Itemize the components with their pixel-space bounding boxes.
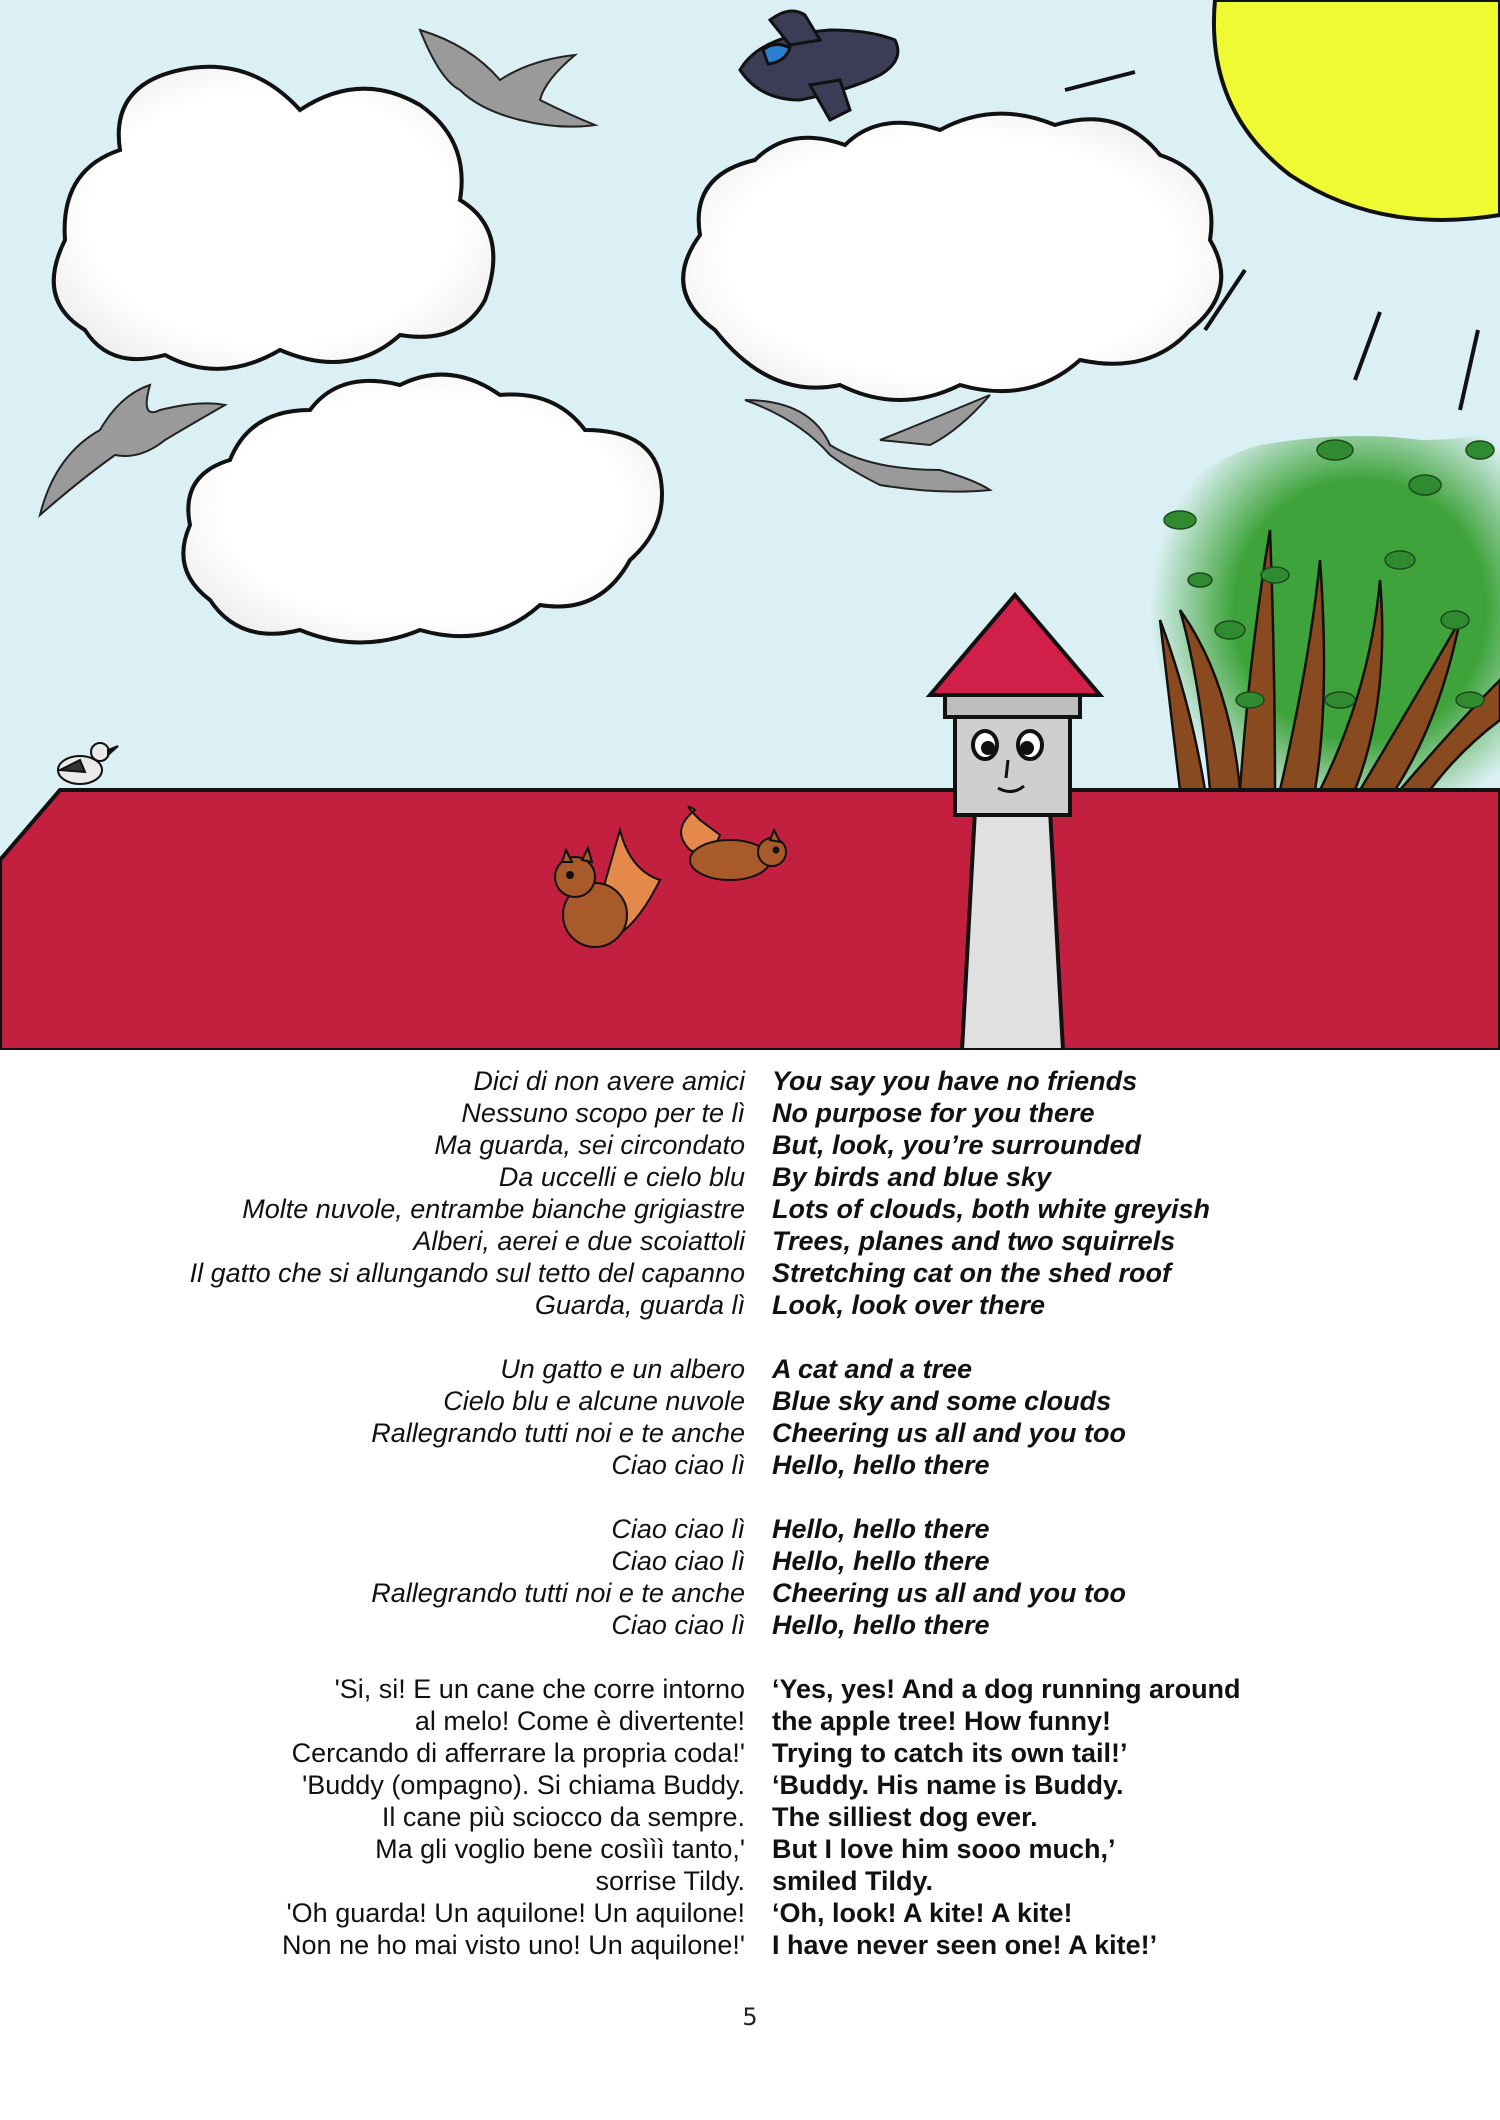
italian-line: Ma gli voglio bene cosììì tanto,': [375, 1834, 745, 1864]
italian-line: Da uccelli e cielo blu: [498, 1162, 745, 1192]
italian-line: Alberi, aerei e due scoiattoli: [413, 1226, 745, 1256]
page-number: 5: [742, 2003, 758, 2031]
italian-line: 'Buddy (ompagno). Si chiama Buddy.: [302, 1770, 745, 1800]
english-line: smiled Tildy.: [772, 1866, 934, 1896]
english-line: the apple tree! How funny!: [772, 1706, 1112, 1736]
italian-line: Il cane più sciocco da sempre.: [381, 1802, 745, 1832]
italian-line: Ciao ciao lì: [611, 1450, 745, 1480]
english-line: Trying to catch its own tail!’: [772, 1738, 1128, 1768]
italian-line: Nessuno scopo per te lì: [461, 1098, 745, 1128]
english-line: By birds and blue sky: [772, 1162, 1052, 1192]
english-line: Cheering us all and you too: [772, 1418, 1127, 1448]
italian-line: Rallegrando tutti noi e te anche: [371, 1578, 745, 1608]
italian-line: Ciao ciao lì: [611, 1546, 745, 1576]
english-line: A cat and a tree: [772, 1354, 973, 1384]
roof: [0, 790, 1500, 1050]
italian-line: Ciao ciao lì: [611, 1514, 745, 1544]
italian-line: Un gatto e un albero: [500, 1354, 745, 1384]
italian-line: Molte nuvole, entrambe bianche grigiastre: [242, 1194, 745, 1224]
italian-line: al melo! Come è divertente!: [414, 1706, 745, 1736]
english-line: But, look, you’re surrounded: [772, 1130, 1142, 1160]
english-line: I have never seen one! A kite!’: [772, 1930, 1158, 1960]
english-line: ‘Oh, look! A kite! A kite!: [772, 1898, 1073, 1928]
italian-line: Ciao ciao lì: [611, 1610, 745, 1640]
english-line: Lots of clouds, both white greyish: [772, 1194, 1211, 1224]
italian-line: Dici di non avere amici: [473, 1066, 745, 1096]
english-line: Trees, planes and two squirrels: [772, 1226, 1176, 1256]
english-line: Hello, hello there: [772, 1450, 990, 1480]
english-line: No purpose for you there: [772, 1098, 1095, 1128]
english-line: Stretching cat on the shed roof: [772, 1258, 1172, 1288]
italian-line: Guarda, guarda lì: [534, 1290, 745, 1320]
italian-line: Il gatto che si allungando sul tetto del capanno: [189, 1258, 745, 1288]
english-line: ‘Yes, yes! And a dog running around: [772, 1674, 1241, 1704]
english-line: Look, look over there: [772, 1290, 1046, 1320]
english-line: The silliest dog ever.: [772, 1802, 1038, 1832]
english-line: Hello, hello there: [772, 1514, 990, 1544]
english-line: Cheering us all and you too: [772, 1578, 1127, 1608]
italian-line: Cercando di afferrare la propria coda!': [291, 1738, 745, 1768]
cloud-icon: [683, 114, 1221, 400]
english-line: But I love him sooo much,’: [772, 1834, 1116, 1864]
italian-line: Cielo blu e alcune nuvole: [443, 1386, 745, 1416]
english-line: Blue sky and some clouds: [772, 1386, 1112, 1416]
italian-line: sorrise Tildy.: [595, 1866, 745, 1896]
italian-line: 'Oh guarda! Un aquilone! Un aquilone!: [286, 1898, 745, 1928]
italian-line: Rallegrando tutti noi e te anche: [371, 1418, 745, 1448]
italian-line: 'Si, si! E un cane che corre intorno: [334, 1674, 745, 1704]
tree-icon: [1150, 430, 1500, 790]
english-line: Hello, hello there: [772, 1546, 990, 1576]
illustration: [0, 0, 1500, 1050]
english-line: ‘Buddy. His name is Buddy.: [772, 1770, 1124, 1800]
italian-line: Ma guarda, sei circondato: [434, 1130, 745, 1160]
english-line: Hello, hello there: [772, 1610, 990, 1640]
english-line: You say you have no friends: [772, 1066, 1138, 1096]
italian-line: Non ne ho mai visto uno! Un aquilone!': [282, 1930, 745, 1960]
